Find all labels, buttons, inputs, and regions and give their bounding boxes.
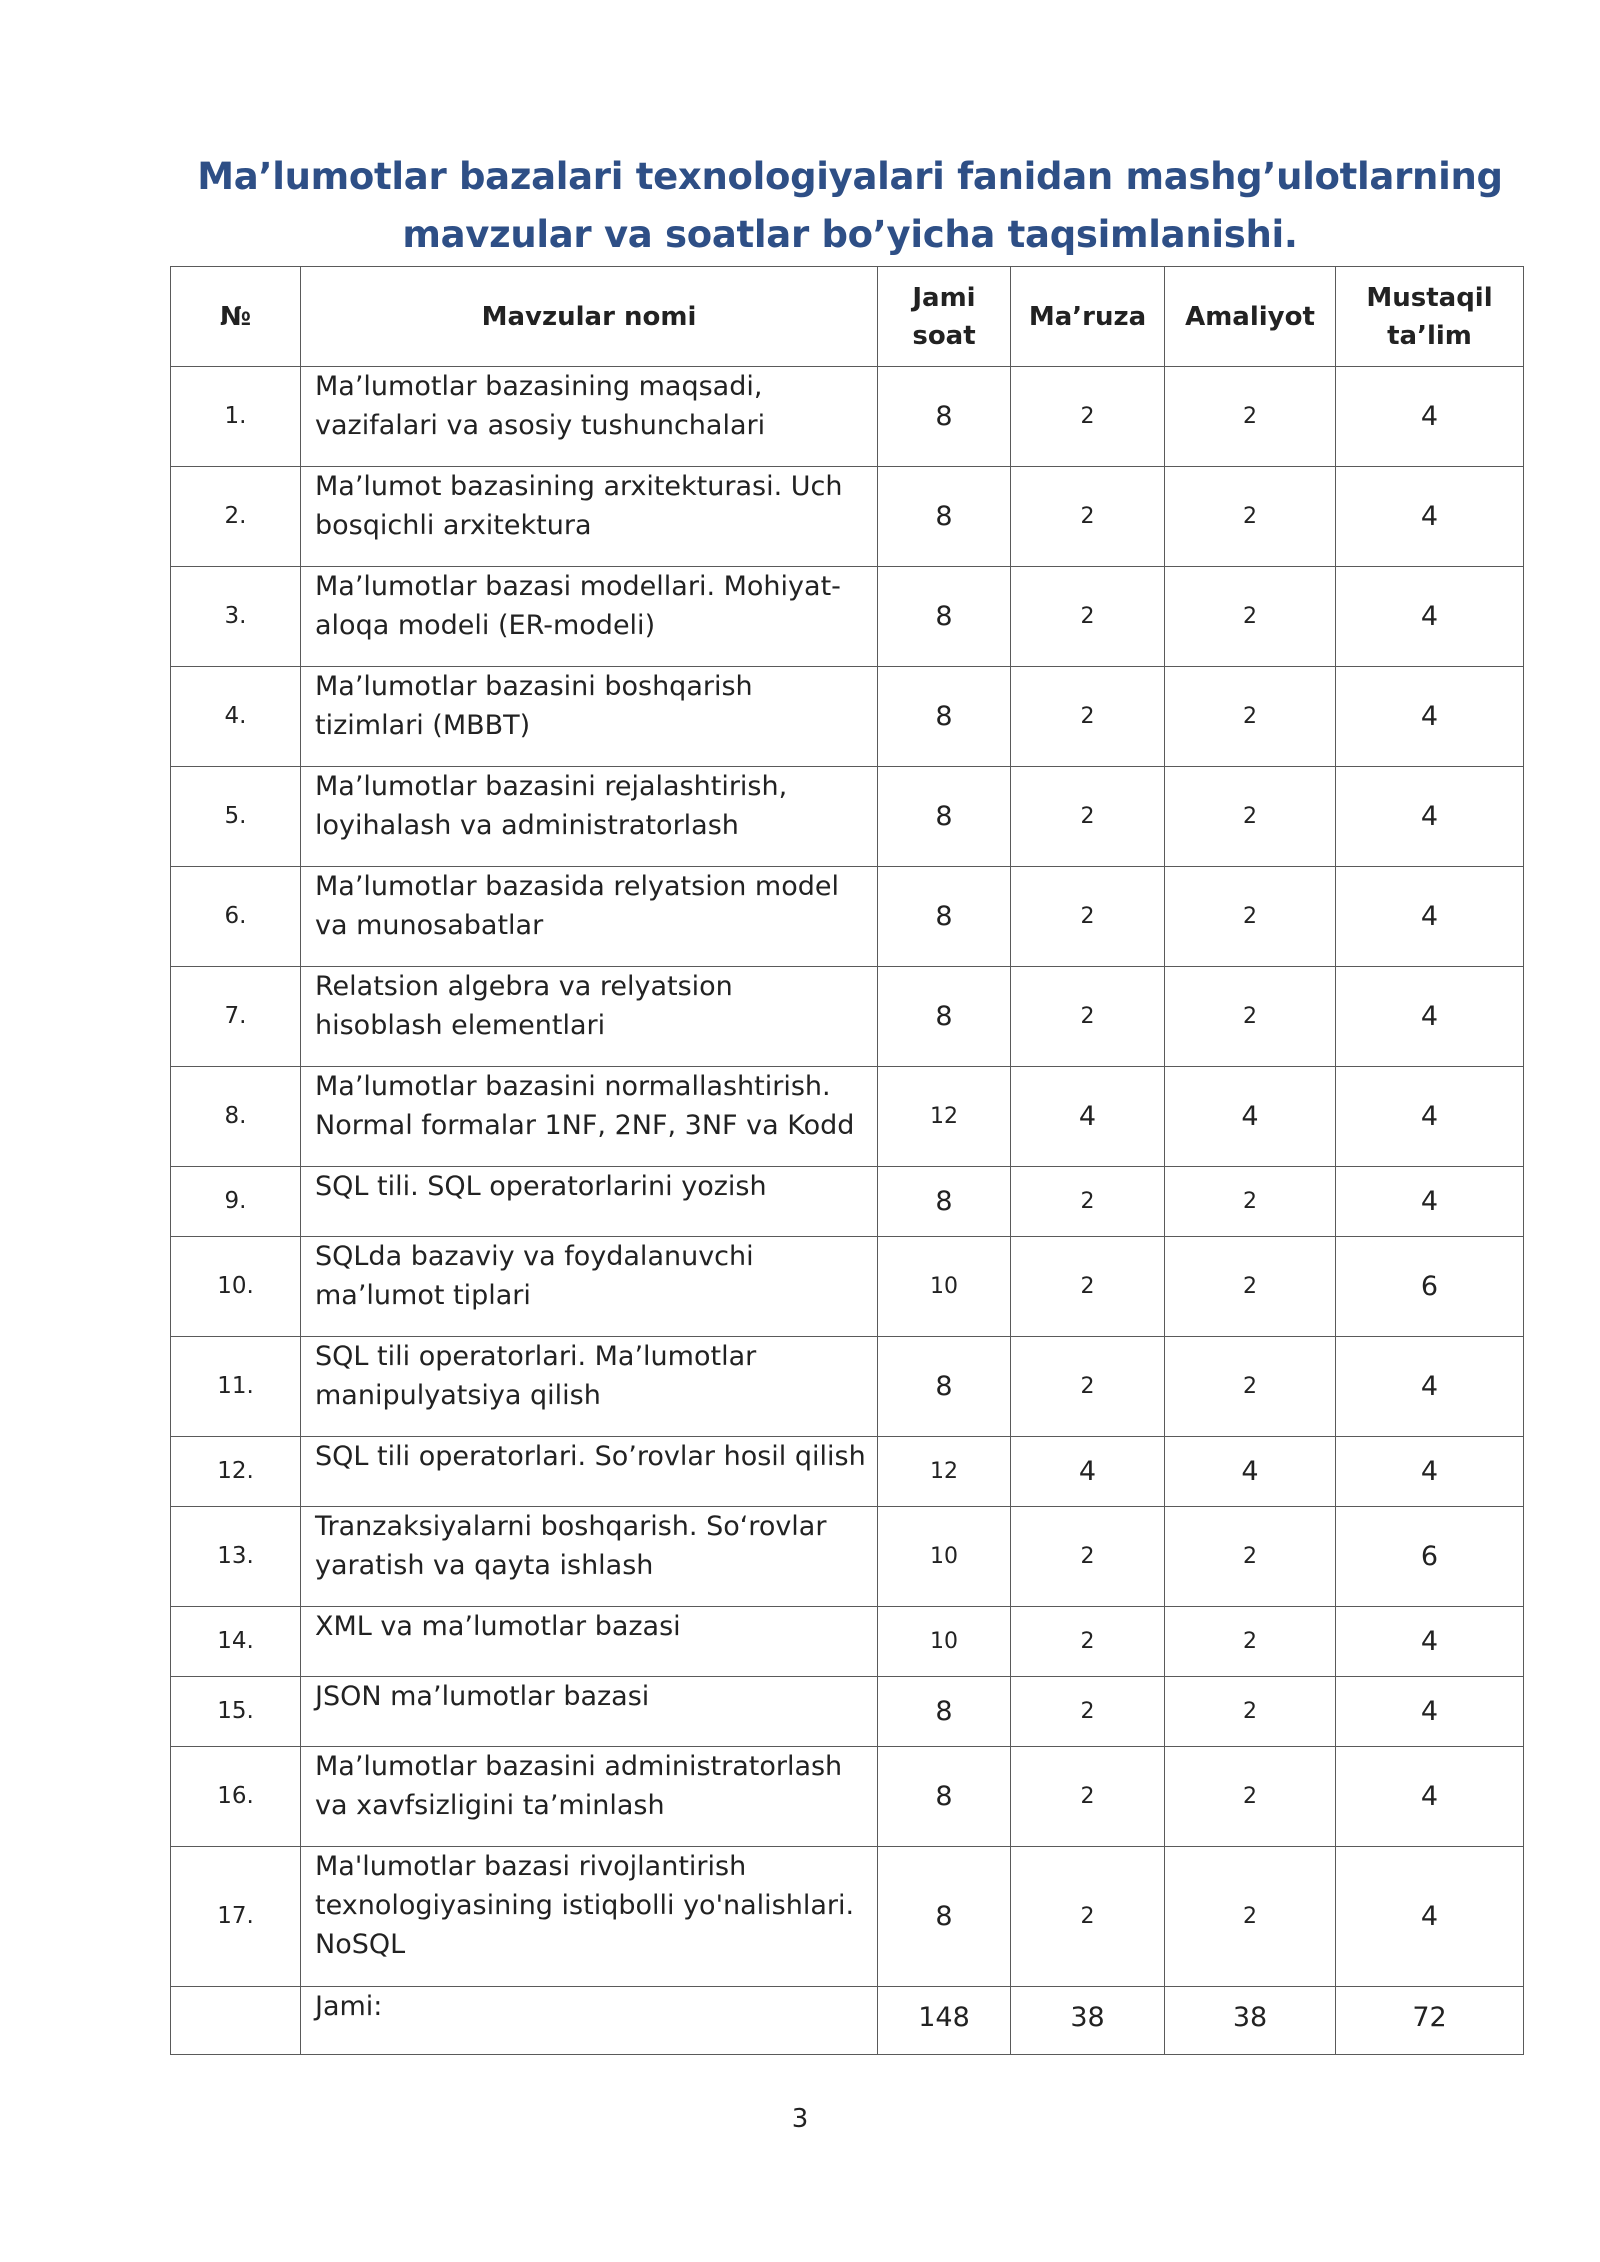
row-topic: Tranzaksiyalarni boshqarish. So‘rovlar yaratish va qayta ishlash — [301, 1507, 878, 1607]
row-topic: SQLda bazaviy va foydalanuvchi ma’lumot tiplari — [301, 1237, 878, 1337]
table-row — [171, 1237, 1524, 1337]
row-self-study: 6 — [1336, 1507, 1524, 1607]
row-lecture: 2 — [1011, 767, 1165, 867]
row-practice: 2 — [1165, 367, 1336, 467]
row-number: 7. — [171, 967, 301, 1067]
row-practice: 2 — [1165, 567, 1336, 667]
header-topic: Mavzular nomi — [301, 267, 878, 367]
row-practice: 2 — [1165, 1747, 1336, 1847]
row-self-study: 4 — [1336, 1747, 1524, 1847]
header-lecture: Ma’ruza — [1011, 267, 1165, 367]
row-number: 1. — [171, 367, 301, 467]
row-self-study: 4 — [1336, 1067, 1524, 1167]
table-row — [171, 1507, 1524, 1607]
row-total: 8 — [878, 767, 1011, 867]
row-topic: SQL tili. SQL operatorlarini yozish — [301, 1167, 878, 1237]
row-practice: 2 — [1165, 1507, 1336, 1607]
row-topic: Ma’lumotlar bazasining maqsadi, vazifalari va asosiy tushunchalari — [301, 367, 878, 467]
row-number: 17. — [171, 1847, 301, 1987]
title-line-2: mavzular va soatlar bo’yicha taqsimlanishi. — [402, 213, 1298, 256]
row-topic: SQL tili operatorlari. So’rovlar hosil qilish — [301, 1437, 878, 1507]
row-self-study: 4 — [1336, 867, 1524, 967]
row-total: 8 — [878, 567, 1011, 667]
row-topic: Ma’lumotlar bazasini rejalashtirish, loyihalash va administratorlash — [301, 767, 878, 867]
row-self-study: 4 — [1336, 967, 1524, 1067]
row-self-study: 4 — [1336, 367, 1524, 467]
row-practice: 2 — [1165, 967, 1336, 1067]
row-self-study: 4 — [1336, 1607, 1524, 1677]
page-title — [170, 148, 1530, 264]
row-number: 6. — [171, 867, 301, 967]
total-lecture: 38 — [1011, 1987, 1165, 2055]
row-lecture: 2 — [1011, 567, 1165, 667]
row-total: 8 — [878, 467, 1011, 567]
row-topic: Ma’lumotlar bazasini boshqarish tizimlari (MBBT) — [301, 667, 878, 767]
row-self-study: 4 — [1336, 1677, 1524, 1747]
row-topic: SQL tili operatorlari. Ma’lumotlar manipulyatsiya qilish — [301, 1337, 878, 1437]
row-topic: Ma’lumotlar bazasida relyatsion model va munosabatlar — [301, 867, 878, 967]
table-row — [171, 1337, 1524, 1437]
row-practice: 2 — [1165, 667, 1336, 767]
total-hours: 148 — [878, 1987, 1011, 2055]
row-lecture: 2 — [1011, 667, 1165, 767]
total-self-study: 72 — [1336, 1987, 1524, 2055]
row-total: 12 — [878, 1437, 1011, 1507]
row-total: 10 — [878, 1507, 1011, 1607]
row-total: 8 — [878, 867, 1011, 967]
row-total: 8 — [878, 1847, 1011, 1987]
row-number: 2. — [171, 467, 301, 567]
total-practice: 38 — [1165, 1987, 1336, 2055]
row-self-study: 4 — [1336, 1437, 1524, 1507]
row-lecture: 2 — [1011, 967, 1165, 1067]
row-practice: 2 — [1165, 767, 1336, 867]
row-lecture: 2 — [1011, 1747, 1165, 1847]
row-number: 11. — [171, 1337, 301, 1437]
row-total: 8 — [878, 1677, 1011, 1747]
row-number: 8. — [171, 1067, 301, 1167]
table-row — [171, 1747, 1524, 1847]
row-self-study: 4 — [1336, 767, 1524, 867]
row-total: 8 — [878, 367, 1011, 467]
row-practice: 2 — [1165, 1677, 1336, 1747]
row-number: 3. — [171, 567, 301, 667]
row-total: 8 — [878, 967, 1011, 1067]
row-practice: 2 — [1165, 467, 1336, 567]
row-total: 12 — [878, 1067, 1011, 1167]
table-row — [171, 1677, 1524, 1747]
row-total: 10 — [878, 1607, 1011, 1677]
row-number: 14. — [171, 1607, 301, 1677]
row-lecture: 2 — [1011, 867, 1165, 967]
row-self-study: 4 — [1336, 1847, 1524, 1987]
schedule-table — [170, 266, 1524, 2055]
header-practice: Amaliyot — [1165, 267, 1336, 367]
table-row — [171, 1847, 1524, 1987]
row-lecture: 2 — [1011, 1237, 1165, 1337]
row-practice: 2 — [1165, 1167, 1336, 1237]
row-lecture: 2 — [1011, 467, 1165, 567]
row-topic: Ma'lumotlar bazasi rivojlantirish texnologiyasining istiqbolli yo'nalishlari. NoSQL — [301, 1847, 878, 1987]
row-lecture: 4 — [1011, 1437, 1165, 1507]
row-topic: JSON ma’lumotlar bazasi — [301, 1677, 878, 1747]
row-practice: 2 — [1165, 1237, 1336, 1337]
table-row — [171, 567, 1524, 667]
table-header-row — [171, 267, 1524, 367]
table-row — [171, 767, 1524, 867]
row-self-study: 4 — [1336, 467, 1524, 567]
row-topic: Ma’lumot bazasining arxitekturasi. Uch bosqichli arxitektura — [301, 467, 878, 567]
row-practice: 2 — [1165, 1607, 1336, 1677]
row-number: 5. — [171, 767, 301, 867]
row-practice: 2 — [1165, 1337, 1336, 1437]
total-label: Jami: — [301, 1987, 878, 2055]
row-lecture: 2 — [1011, 1847, 1165, 1987]
row-topic: XML va ma’lumotlar bazasi — [301, 1607, 878, 1677]
row-number: 10. — [171, 1237, 301, 1337]
row-practice: 2 — [1165, 867, 1336, 967]
table-total-row — [171, 1987, 1524, 2055]
row-number: 13. — [171, 1507, 301, 1607]
header-total: Jami soat — [878, 267, 1011, 367]
row-total: 8 — [878, 1747, 1011, 1847]
row-total: 8 — [878, 667, 1011, 767]
row-topic: Ma’lumotlar bazasini administratorlash va xavfsizligini ta’minlash — [301, 1747, 878, 1847]
table-row — [171, 967, 1524, 1067]
row-self-study: 4 — [1336, 567, 1524, 667]
row-lecture: 2 — [1011, 1507, 1165, 1607]
title-line-1: Ma’lumotlar bazalari texnologiyalari fanidan mashg’ulotlarning — [197, 155, 1503, 198]
row-number: 12. — [171, 1437, 301, 1507]
table-row — [171, 1437, 1524, 1507]
row-topic: Ma’lumotlar bazasi modellari. Mohiyat-aloqa modeli (ER-modeli) — [301, 567, 878, 667]
row-self-study: 6 — [1336, 1237, 1524, 1337]
row-total: 8 — [878, 1337, 1011, 1437]
row-lecture: 4 — [1011, 1067, 1165, 1167]
row-lecture: 2 — [1011, 1167, 1165, 1237]
row-lecture: 2 — [1011, 367, 1165, 467]
row-total: 10 — [878, 1237, 1011, 1337]
table-row — [171, 667, 1524, 767]
row-number: 15. — [171, 1677, 301, 1747]
table-row — [171, 1167, 1524, 1237]
row-lecture: 2 — [1011, 1677, 1165, 1747]
row-practice: 4 — [1165, 1437, 1336, 1507]
row-topic: Ma’lumotlar bazasini normallashtirish. Normal formalar 1NF, 2NF, 3NF va Kodd — [301, 1067, 878, 1167]
row-self-study: 4 — [1336, 1337, 1524, 1437]
table-row — [171, 1067, 1524, 1167]
row-number: 4. — [171, 667, 301, 767]
row-lecture: 2 — [1011, 1337, 1165, 1437]
table-row — [171, 467, 1524, 567]
total-row-empty-cell — [171, 1987, 301, 2055]
row-total: 8 — [878, 1167, 1011, 1237]
row-topic: Relatsion algebra va relyatsion hisoblash elementlari — [301, 967, 878, 1067]
header-self-study: Mustaqil ta’lim — [1336, 267, 1524, 367]
table-row — [171, 367, 1524, 467]
row-self-study: 4 — [1336, 1167, 1524, 1237]
row-self-study: 4 — [1336, 667, 1524, 767]
row-number: 9. — [171, 1167, 301, 1237]
row-practice: 2 — [1165, 1847, 1336, 1987]
page-number: 3 — [791, 2104, 809, 2134]
row-lecture: 2 — [1011, 1607, 1165, 1677]
row-number: 16. — [171, 1747, 301, 1847]
table-row — [171, 867, 1524, 967]
row-practice: 4 — [1165, 1067, 1336, 1167]
table-row — [171, 1607, 1524, 1677]
header-no: № — [171, 267, 301, 367]
